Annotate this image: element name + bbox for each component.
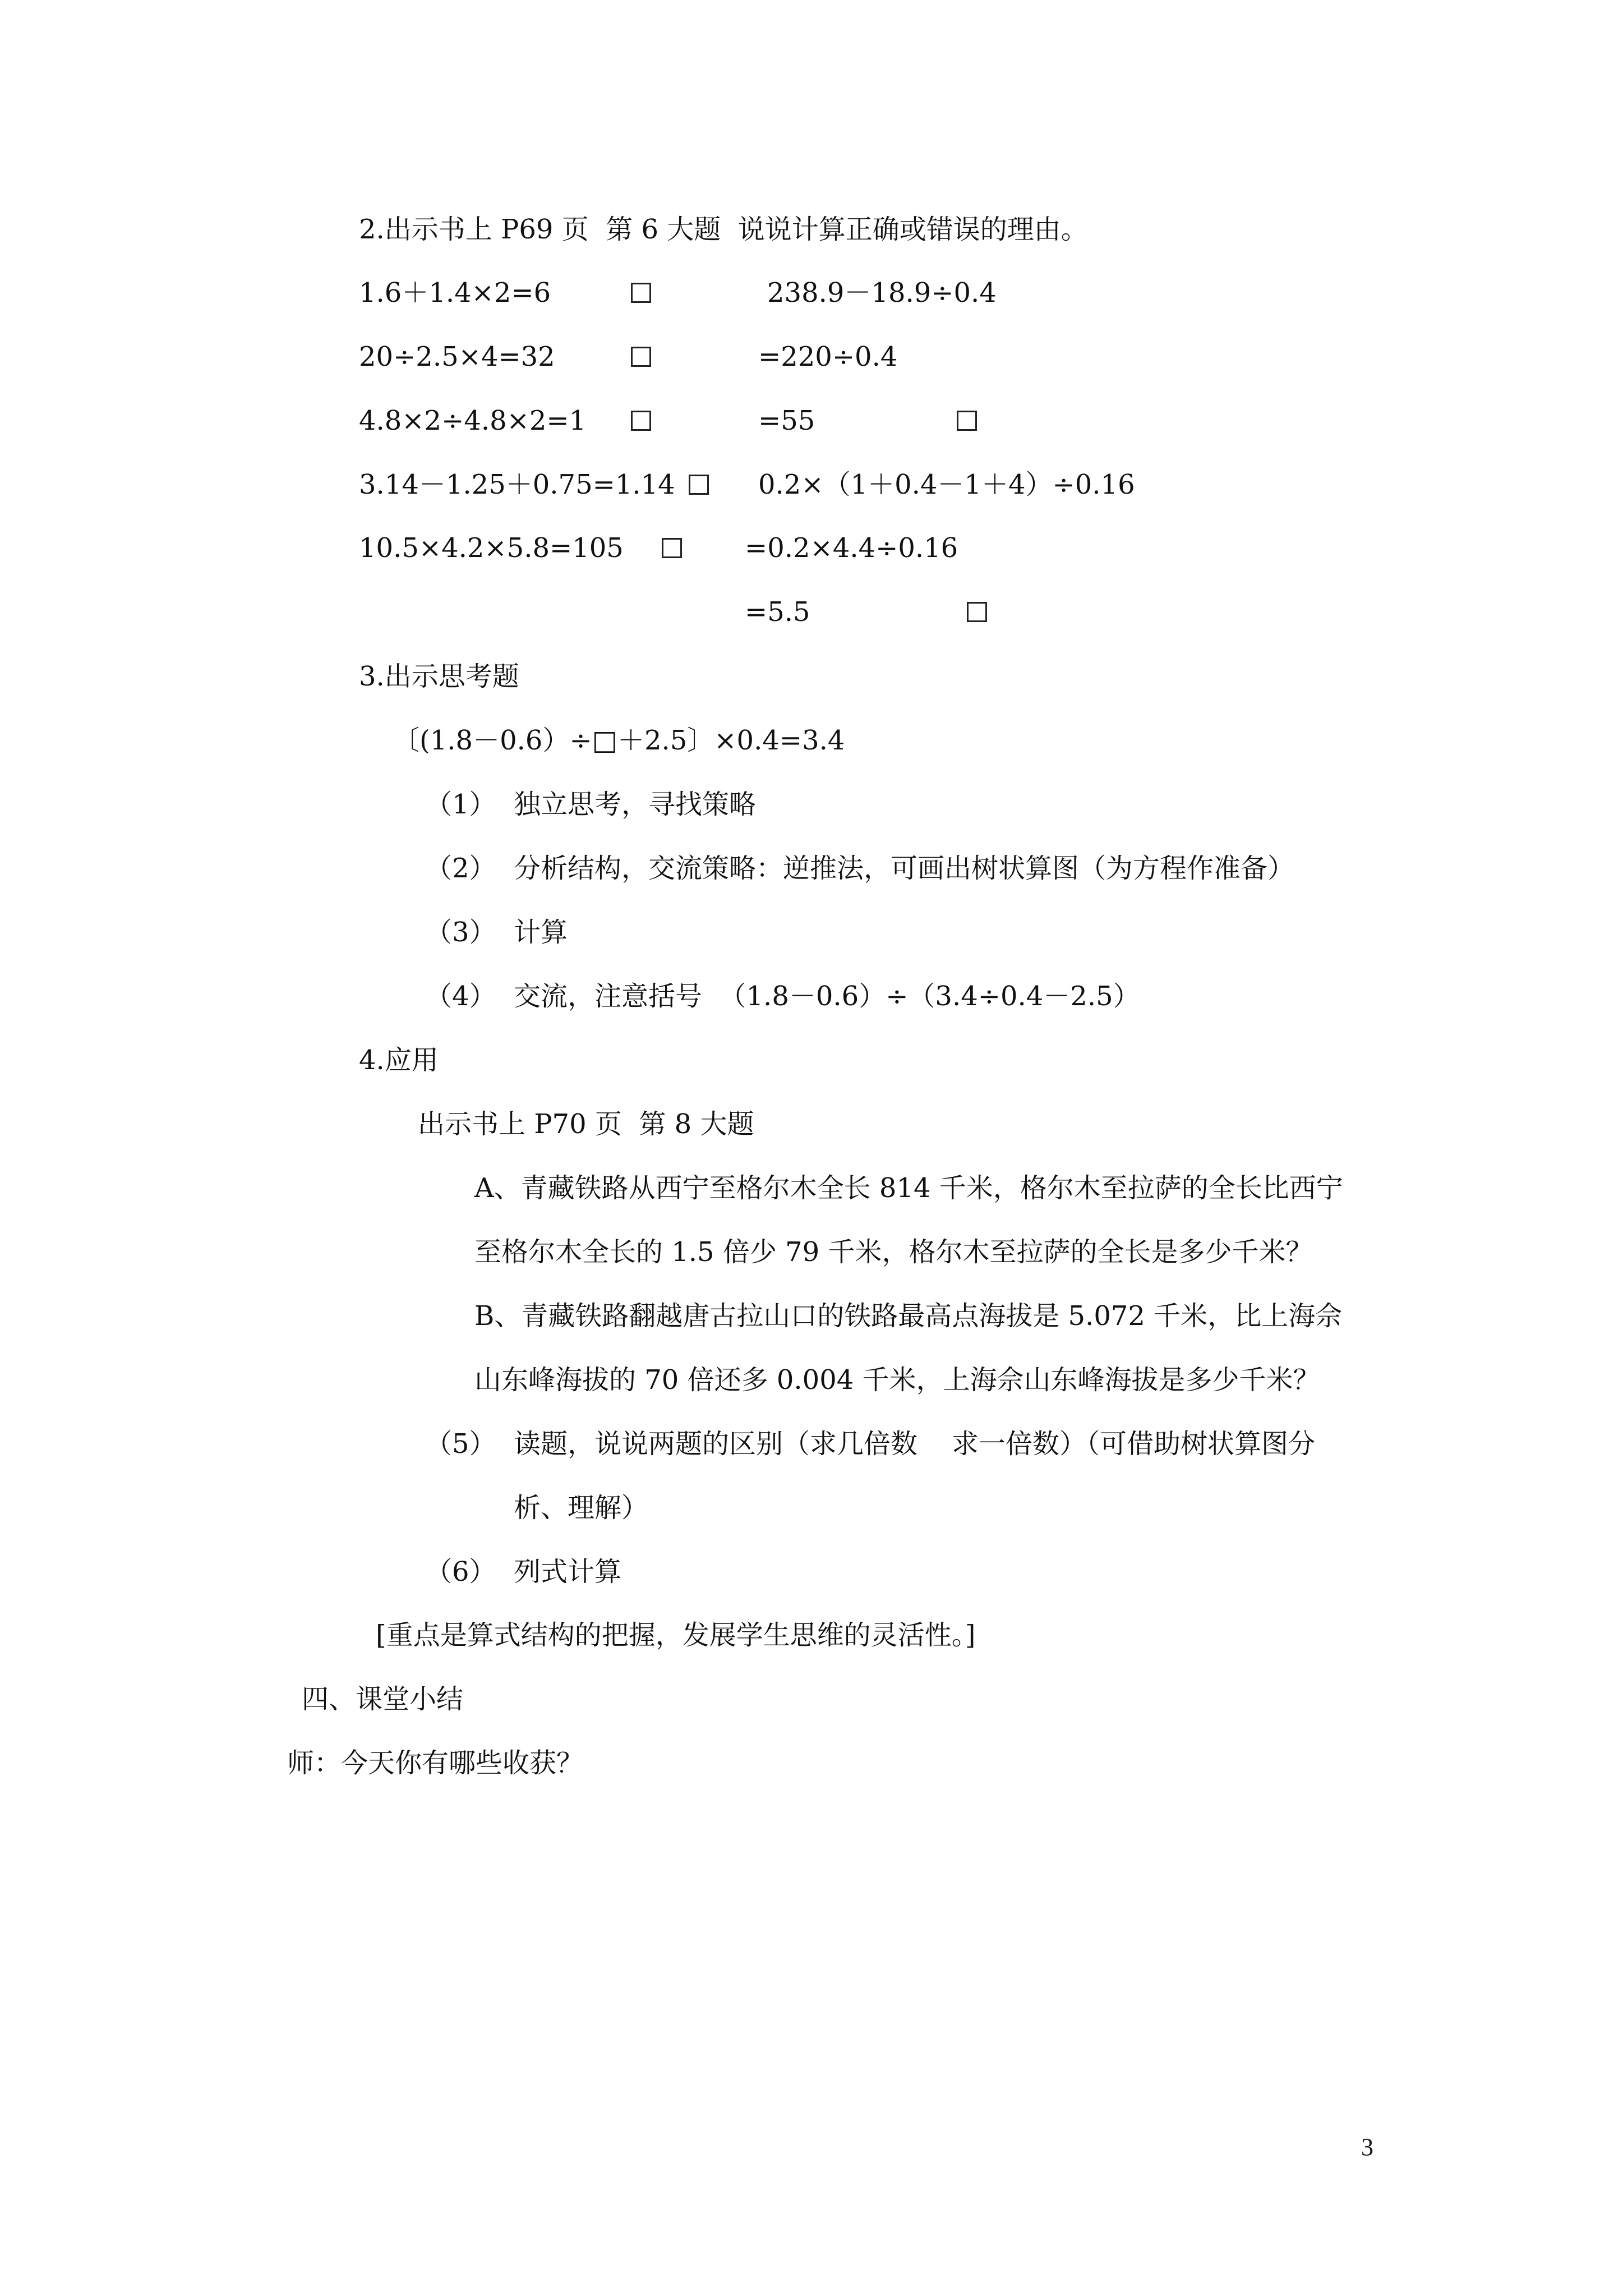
step-text-5-line-1: 读题，说说两题的区别（求几倍数 求一倍数）（可借助树状算图分: [514, 1428, 1316, 1460]
problem-a-line-2: 至格尔木全长的 1.5 倍少 79 千米，格尔木至拉萨的全长是多少千米？: [474, 1236, 1313, 1268]
answer-checkbox-1[interactable]: [631, 283, 651, 303]
summary-heading: 四、课堂小结: [302, 1683, 464, 1715]
step-text-4: 交流，注意括号 （1.8－0.6）÷（3.4÷0.4－2.5）: [514, 981, 1140, 1012]
step-text-5-line-2: 析、理解）: [514, 1492, 649, 1524]
left-expression-1: 1.6＋1.4×2=6: [359, 277, 551, 309]
answer-checkbox-2[interactable]: [631, 347, 651, 367]
page-number: 3: [1361, 2133, 1373, 2161]
right-step-4: 0.2×（1＋0.4－1＋4）÷0.16: [758, 469, 1135, 500]
right-step-1: 238.9－18.9÷0.4: [767, 277, 997, 309]
step-number-6: （6）: [425, 1556, 496, 1588]
section3-heading: 3.出示思考题: [359, 661, 519, 692]
answer-checkbox-6[interactable]: [957, 411, 977, 431]
step-number-2: （2）: [425, 853, 496, 884]
section4-heading: 4.应用: [359, 1045, 439, 1076]
section2-heading: 2.出示书上 P69 页 第 6 大题 说说计算正确或错误的理由。: [359, 214, 1088, 245]
step-number-1: （1）: [425, 789, 496, 820]
left-expression-4: 3.14－1.25＋0.75=1.14: [359, 469, 675, 500]
problem-b-line-2: 山东峰海拔的 70 倍还多 0.004 千米，上海佘山东峰海拔是多少千米？: [474, 1364, 1320, 1396]
problem-b-line-1: B、青藏铁路翻越唐古拉山口的铁路最高点海拔是 5.072 千米，比上海佘: [474, 1300, 1343, 1332]
application-intro: 出示书上 P70 页 第 8 大题: [418, 1108, 754, 1140]
teacher-question: 师：今天你有哪些收获？: [287, 1747, 584, 1779]
right-step-2: =220÷0.4: [758, 341, 898, 372]
thinking-equation: 〔(1.8－0.6）÷□＋2.5〕×0.4=3.4: [393, 725, 845, 756]
step-number-5: （5）: [425, 1428, 496, 1460]
left-expression-2: 20÷2.5×4=32: [359, 341, 555, 372]
problem-a-line-1: A、青藏铁路从西宁至格尔木全长 814 千米，格尔木至拉萨的全长比西宁: [474, 1172, 1343, 1204]
answer-checkbox-7[interactable]: [967, 602, 987, 622]
right-step-3: =55: [758, 405, 815, 436]
answer-checkbox-4[interactable]: [689, 475, 709, 495]
answer-checkbox-5[interactable]: [662, 538, 682, 558]
key-point-note: [重点是算式结构的把握，发展学生思维的灵活性。]: [376, 1619, 976, 1651]
right-step-6: =5.5: [745, 596, 810, 628]
left-expression-5: 10.5×4.2×5.8=105: [359, 532, 624, 564]
step-number-4: （4）: [425, 981, 496, 1012]
right-step-5: =0.2×4.4÷0.16: [745, 532, 958, 564]
step-number-3: （3）: [425, 917, 496, 948]
step-text-2: 分析结构，交流策略：逆推法，可画出树状算图（为方程作准备）: [514, 853, 1295, 884]
step-text-6: 列式计算: [514, 1556, 622, 1588]
step-text-3: 计算: [514, 917, 568, 948]
left-expression-3: 4.8×2÷4.8×2=1: [359, 405, 587, 436]
answer-checkbox-3[interactable]: [631, 411, 651, 431]
step-text-1: 独立思考，寻找策略: [514, 789, 757, 820]
